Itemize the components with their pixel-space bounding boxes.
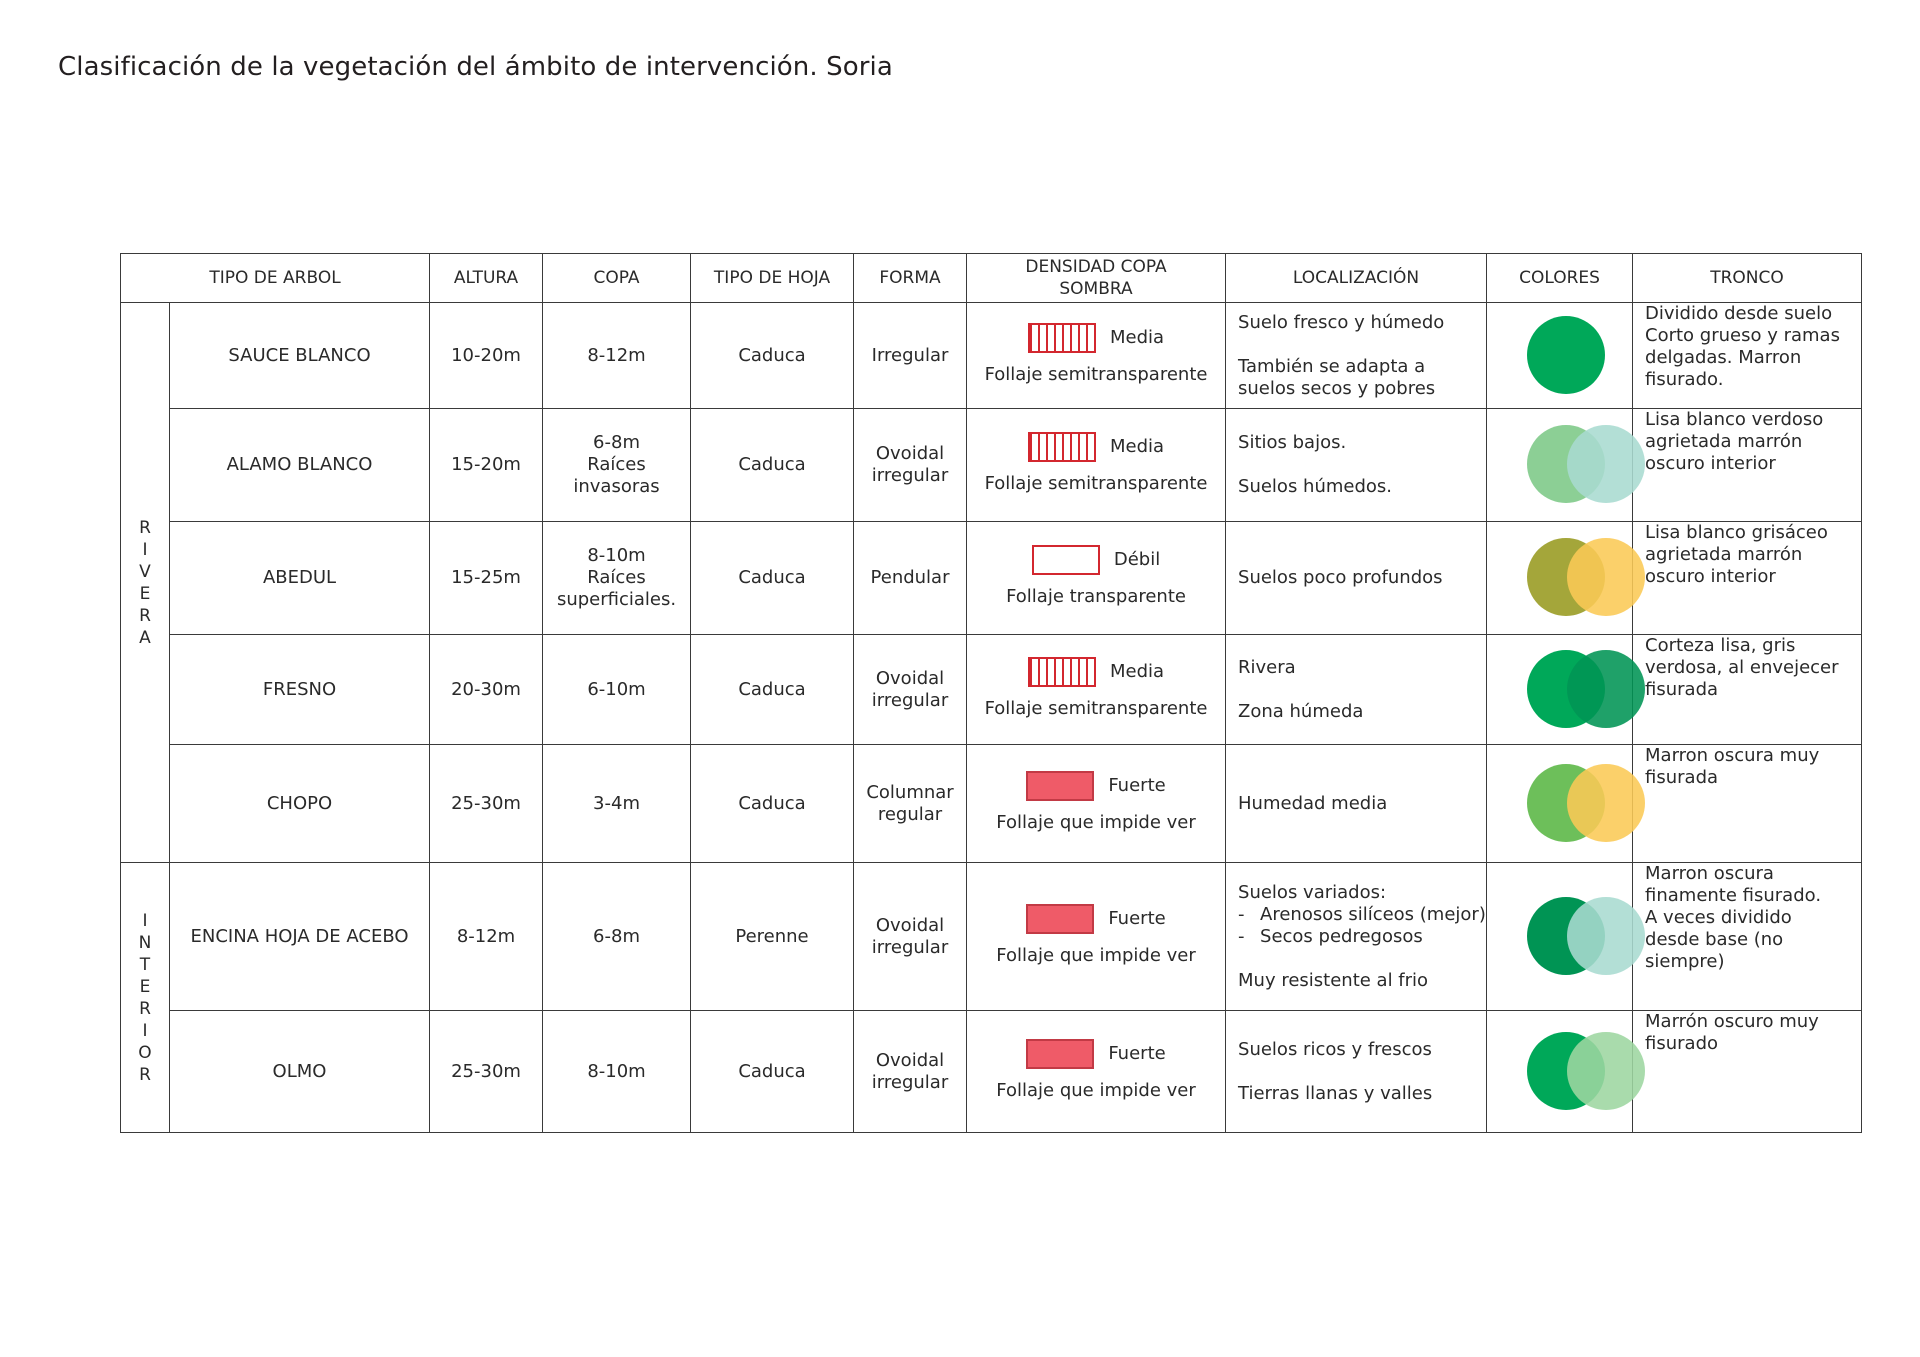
cell-altura: 20-30m xyxy=(430,635,543,745)
tronco-line: fisurado xyxy=(1645,1033,1719,1054)
densidad-legend xyxy=(967,427,1225,467)
localizacion-list-item: - Secos pedregosos xyxy=(1238,926,1486,948)
cell-hoja: Caduca xyxy=(691,1011,854,1133)
forma-line: Ovoidal xyxy=(875,1049,945,1071)
localizacion-line: Suelos húmedos. xyxy=(1238,476,1392,497)
color-circles xyxy=(1487,425,1647,505)
tronco-line: Marron oscura xyxy=(1645,863,1774,884)
cell-copa xyxy=(543,863,691,1011)
localizacion-list xyxy=(1238,904,1486,948)
forma-line: Ovoidal xyxy=(875,443,945,464)
cell-tronco xyxy=(1633,522,1862,635)
table-row xyxy=(121,635,1862,745)
cell-colores xyxy=(1487,522,1633,635)
group-letter: O xyxy=(138,1042,152,1063)
densidad-legend xyxy=(967,540,1225,580)
localizacion-line: Rivera xyxy=(1238,656,1296,678)
localizacion-list-item: - Arenosos silíceos (mejor) xyxy=(1238,904,1486,926)
localizacion-text xyxy=(1238,432,1486,498)
tronco-line: A veces dividido xyxy=(1645,907,1792,928)
densidad-label: Débil xyxy=(1113,549,1161,570)
localizacion-line: Suelo fresco y húmedo xyxy=(1238,311,1445,333)
group-letter: N xyxy=(138,932,152,953)
cell-colores xyxy=(1487,409,1633,522)
cell-densidad xyxy=(967,863,1226,1011)
tronco-line: verdosa, al envejecer xyxy=(1645,657,1839,678)
spacer xyxy=(1238,454,1486,476)
copa-line: 3-4m xyxy=(593,792,640,814)
localizacion-text xyxy=(1238,567,1486,589)
cell-localizacion xyxy=(1226,635,1487,745)
tronco-line: agrietada marrón xyxy=(1645,544,1803,565)
group-letter: R xyxy=(139,998,151,1019)
group-letter: E xyxy=(139,976,151,997)
cell-hoja: Caduca xyxy=(691,635,854,745)
cell-colores xyxy=(1487,635,1633,745)
color-circles xyxy=(1487,650,1647,730)
cell-forma xyxy=(854,745,967,863)
table-row xyxy=(121,1011,1862,1133)
tronco-line: siempre) xyxy=(1645,951,1725,972)
density-swatch-fuerte xyxy=(1026,904,1094,934)
group-letter: A xyxy=(139,627,151,648)
color-circles xyxy=(1487,1032,1647,1112)
tronco-line: Marron oscura muy xyxy=(1645,745,1820,766)
copa-line: Raíces xyxy=(587,567,646,588)
cell-densidad xyxy=(967,745,1226,863)
copa-line: Raíces xyxy=(587,454,646,475)
forma-line: irregular xyxy=(871,936,949,958)
color-circle xyxy=(1527,316,1605,394)
localizacion-line: Zona húmeda xyxy=(1238,700,1364,722)
cell-colores xyxy=(1487,745,1633,863)
cell-tipo: ABEDUL xyxy=(170,522,430,635)
localizacion-line: Muy resistente al frio xyxy=(1238,969,1429,991)
table-header-row xyxy=(121,254,1862,303)
copa-line: 6-10m xyxy=(587,678,646,700)
header-colores: COLORES xyxy=(1487,254,1633,303)
cell-altura: 25-30m xyxy=(430,745,543,863)
density-swatch-media xyxy=(1028,432,1096,462)
tronco-line: delgadas. Marron xyxy=(1645,347,1802,368)
cell-localizacion xyxy=(1226,522,1487,635)
header-densidad xyxy=(967,254,1226,303)
copa-line: 6-8m xyxy=(593,432,640,453)
cell-tronco xyxy=(1633,1011,1862,1133)
localizacion-text xyxy=(1238,882,1486,992)
spacer xyxy=(1238,334,1486,356)
localizacion-line: Humedad media xyxy=(1238,792,1388,814)
cell-forma xyxy=(854,863,967,1011)
tronco-line: fisurada xyxy=(1645,767,1719,788)
tronco-line: Dividido desde suelo xyxy=(1645,303,1833,324)
cell-colores xyxy=(1487,303,1633,409)
copa-line: 8-10m xyxy=(587,1060,646,1082)
table-row xyxy=(121,303,1862,409)
tronco-line: Corteza lisa, gris xyxy=(1645,635,1796,656)
densidad-label: Media xyxy=(1109,660,1165,682)
cell-localizacion xyxy=(1226,1011,1487,1133)
table-row xyxy=(121,522,1862,635)
spacer xyxy=(1238,1061,1486,1083)
color-circles xyxy=(1487,764,1647,844)
cell-tronco xyxy=(1633,745,1862,863)
localizacion-line: Suelos ricos y frescos xyxy=(1238,1038,1432,1060)
cell-localizacion xyxy=(1226,745,1487,863)
cell-densidad xyxy=(967,409,1226,522)
localizacion-line: Sitios bajos. xyxy=(1238,432,1347,453)
color-circles xyxy=(1487,538,1647,618)
copa-line: superficiales. xyxy=(556,589,677,610)
header-forma: FORMA xyxy=(854,254,967,303)
cell-forma xyxy=(854,303,967,409)
densidad-legend xyxy=(967,318,1225,358)
localizacion-text xyxy=(1238,1039,1486,1105)
tronco-line: Lisa blanco verdoso xyxy=(1645,409,1824,430)
color-circle xyxy=(1567,897,1645,975)
tronco-line: Lisa blanco grisáceo xyxy=(1645,522,1828,543)
header-hoja: TIPO DE HOJA xyxy=(691,254,854,303)
cell-tipo: SAUCE BLANCO xyxy=(170,303,430,409)
densidad-legend xyxy=(967,899,1225,939)
densidad-label: Media xyxy=(1109,326,1165,348)
cell-hoja: Caduca xyxy=(691,409,854,522)
color-circle xyxy=(1567,764,1645,842)
tronco-line: Corto grueso y ramas xyxy=(1645,325,1840,346)
tronco-line: fisurada xyxy=(1645,679,1719,700)
vegetation-table xyxy=(120,253,1862,1133)
cell-densidad xyxy=(967,635,1226,745)
density-swatch-fuerte xyxy=(1026,771,1094,801)
cell-tronco xyxy=(1633,635,1862,745)
cell-hoja: Caduca xyxy=(691,745,854,863)
cell-altura: 15-20m xyxy=(430,409,543,522)
forma-line: irregular xyxy=(871,465,949,486)
table-row xyxy=(121,745,1862,863)
densidad-legend xyxy=(967,652,1225,692)
color-circle xyxy=(1567,538,1645,616)
group-letter: I xyxy=(142,1020,148,1041)
tronco-line: oscuro interior xyxy=(1645,453,1776,474)
forma-line: Pendular xyxy=(870,567,950,588)
follaje-label: Follaje semitransparente xyxy=(984,363,1208,385)
cell-copa xyxy=(543,409,691,522)
densidad-legend xyxy=(967,766,1225,806)
page-title: Clasificación de la vegetación del ámbito de intervención. Soria xyxy=(58,52,893,82)
cell-localizacion xyxy=(1226,409,1487,522)
localizacion-line: Tierras llanas y valles xyxy=(1238,1082,1433,1104)
copa-line: 6-8m xyxy=(593,925,640,947)
cell-colores xyxy=(1487,1011,1633,1133)
localizacion-text xyxy=(1238,657,1486,723)
cell-hoja: Perenne xyxy=(691,863,854,1011)
cell-forma xyxy=(854,409,967,522)
cell-hoja: Caduca xyxy=(691,522,854,635)
density-swatch-fuerte xyxy=(1026,1039,1094,1069)
cell-altura: 8-12m xyxy=(430,863,543,1011)
forma-line: regular xyxy=(877,803,943,825)
header-tronco: TRONCO xyxy=(1633,254,1862,303)
tronco-line: oscuro interior xyxy=(1645,566,1776,587)
table-row xyxy=(121,863,1862,1011)
group-letter: E xyxy=(139,583,151,604)
cell-tronco xyxy=(1633,303,1862,409)
cell-tipo: CHOPO xyxy=(170,745,430,863)
densidad-label: Media xyxy=(1109,436,1165,457)
table-row xyxy=(121,409,1862,522)
cell-hoja: Caduca xyxy=(691,303,854,409)
cell-localizacion xyxy=(1226,863,1487,1011)
cell-copa xyxy=(543,635,691,745)
follaje-label: Follaje que impide ver xyxy=(996,944,1196,966)
header-densidad-line1: DENSIDAD COPA xyxy=(1025,257,1167,277)
density-swatch-media xyxy=(1028,657,1096,687)
spacer xyxy=(1238,679,1486,701)
tronco-line: finamente fisurado. xyxy=(1645,885,1822,906)
group-label-interior xyxy=(121,863,170,1133)
follaje-label: Follaje que impide ver xyxy=(996,1079,1196,1101)
group-letter: R xyxy=(139,517,151,538)
copa-line: 8-10m xyxy=(587,545,646,566)
localizacion-text xyxy=(1238,793,1486,815)
group-letter: R xyxy=(139,1064,151,1085)
group-letter: V xyxy=(139,561,151,582)
header-densidad-line2: SOMBRA xyxy=(1059,279,1133,299)
forma-line: irregular xyxy=(871,1071,949,1093)
copa-line: 8-12m xyxy=(587,344,646,366)
cell-densidad xyxy=(967,303,1226,409)
cell-forma xyxy=(854,1011,967,1133)
cell-altura: 10-20m xyxy=(430,303,543,409)
cell-copa xyxy=(543,303,691,409)
group-letter: T xyxy=(139,954,151,975)
group-label-rivera xyxy=(121,303,170,863)
follaje-label: Follaje semitransparente xyxy=(984,697,1208,719)
copa-line: invasoras xyxy=(573,476,660,497)
cell-colores xyxy=(1487,863,1633,1011)
cell-altura: 25-30m xyxy=(430,1011,543,1133)
header-tipo: TIPO DE ARBOL xyxy=(121,254,430,303)
densidad-label: Fuerte xyxy=(1108,907,1166,929)
color-circles xyxy=(1487,897,1647,977)
densidad-legend xyxy=(967,1034,1225,1074)
follaje-label: Follaje semitransparente xyxy=(984,473,1208,494)
cell-altura: 15-25m xyxy=(430,522,543,635)
localizacion-line: También se adapta a xyxy=(1238,355,1426,377)
color-circle xyxy=(1567,1032,1645,1110)
localizacion-line: Suelos variados: xyxy=(1238,881,1387,903)
group-letter: I xyxy=(142,910,148,931)
densidad-label: Fuerte xyxy=(1108,1042,1166,1064)
cell-tipo: OLMO xyxy=(170,1011,430,1133)
color-circles xyxy=(1487,316,1647,396)
group-letter: R xyxy=(139,605,151,626)
tronco-line: Marrón oscuro muy xyxy=(1645,1011,1819,1032)
density-swatch-debil xyxy=(1032,545,1100,575)
cell-localizacion xyxy=(1226,303,1487,409)
density-swatch-media xyxy=(1028,323,1096,353)
header-copa: COPA xyxy=(543,254,691,303)
cell-tipo: ENCINA HOJA DE ACEBO xyxy=(170,863,430,1011)
header-altura: ALTURA xyxy=(430,254,543,303)
cell-densidad xyxy=(967,522,1226,635)
group-letter: I xyxy=(142,539,148,560)
cell-tronco xyxy=(1633,863,1862,1011)
cell-tipo: ALAMO BLANCO xyxy=(170,409,430,522)
localizacion-text xyxy=(1238,312,1486,400)
color-circle xyxy=(1567,650,1645,728)
tronco-line: desde base (no xyxy=(1645,929,1784,950)
localizacion-line: suelos secos y pobres xyxy=(1238,377,1436,399)
cell-densidad xyxy=(967,1011,1226,1133)
densidad-label: Fuerte xyxy=(1108,774,1166,796)
cell-copa xyxy=(543,1011,691,1133)
cell-forma xyxy=(854,522,967,635)
forma-line: Ovoidal xyxy=(875,667,945,689)
follaje-label: Follaje transparente xyxy=(1006,586,1186,607)
forma-line: Ovoidal xyxy=(875,914,945,936)
cell-copa xyxy=(543,745,691,863)
cell-tronco xyxy=(1633,409,1862,522)
localizacion-line: Suelos poco profundos xyxy=(1238,567,1443,588)
follaje-label: Follaje que impide ver xyxy=(996,811,1196,833)
header-localizacion: LOCALIZACIÓN xyxy=(1226,254,1487,303)
forma-line: Columnar xyxy=(866,781,954,803)
forma-line: irregular xyxy=(871,689,949,711)
spacer xyxy=(1238,948,1486,970)
cell-copa xyxy=(543,522,691,635)
cell-forma xyxy=(854,635,967,745)
cell-tipo: FRESNO xyxy=(170,635,430,745)
forma-line: Irregular xyxy=(871,344,949,366)
color-circle xyxy=(1567,425,1645,503)
tronco-line: fisurado. xyxy=(1645,369,1724,390)
tronco-line: agrietada marrón xyxy=(1645,431,1803,452)
